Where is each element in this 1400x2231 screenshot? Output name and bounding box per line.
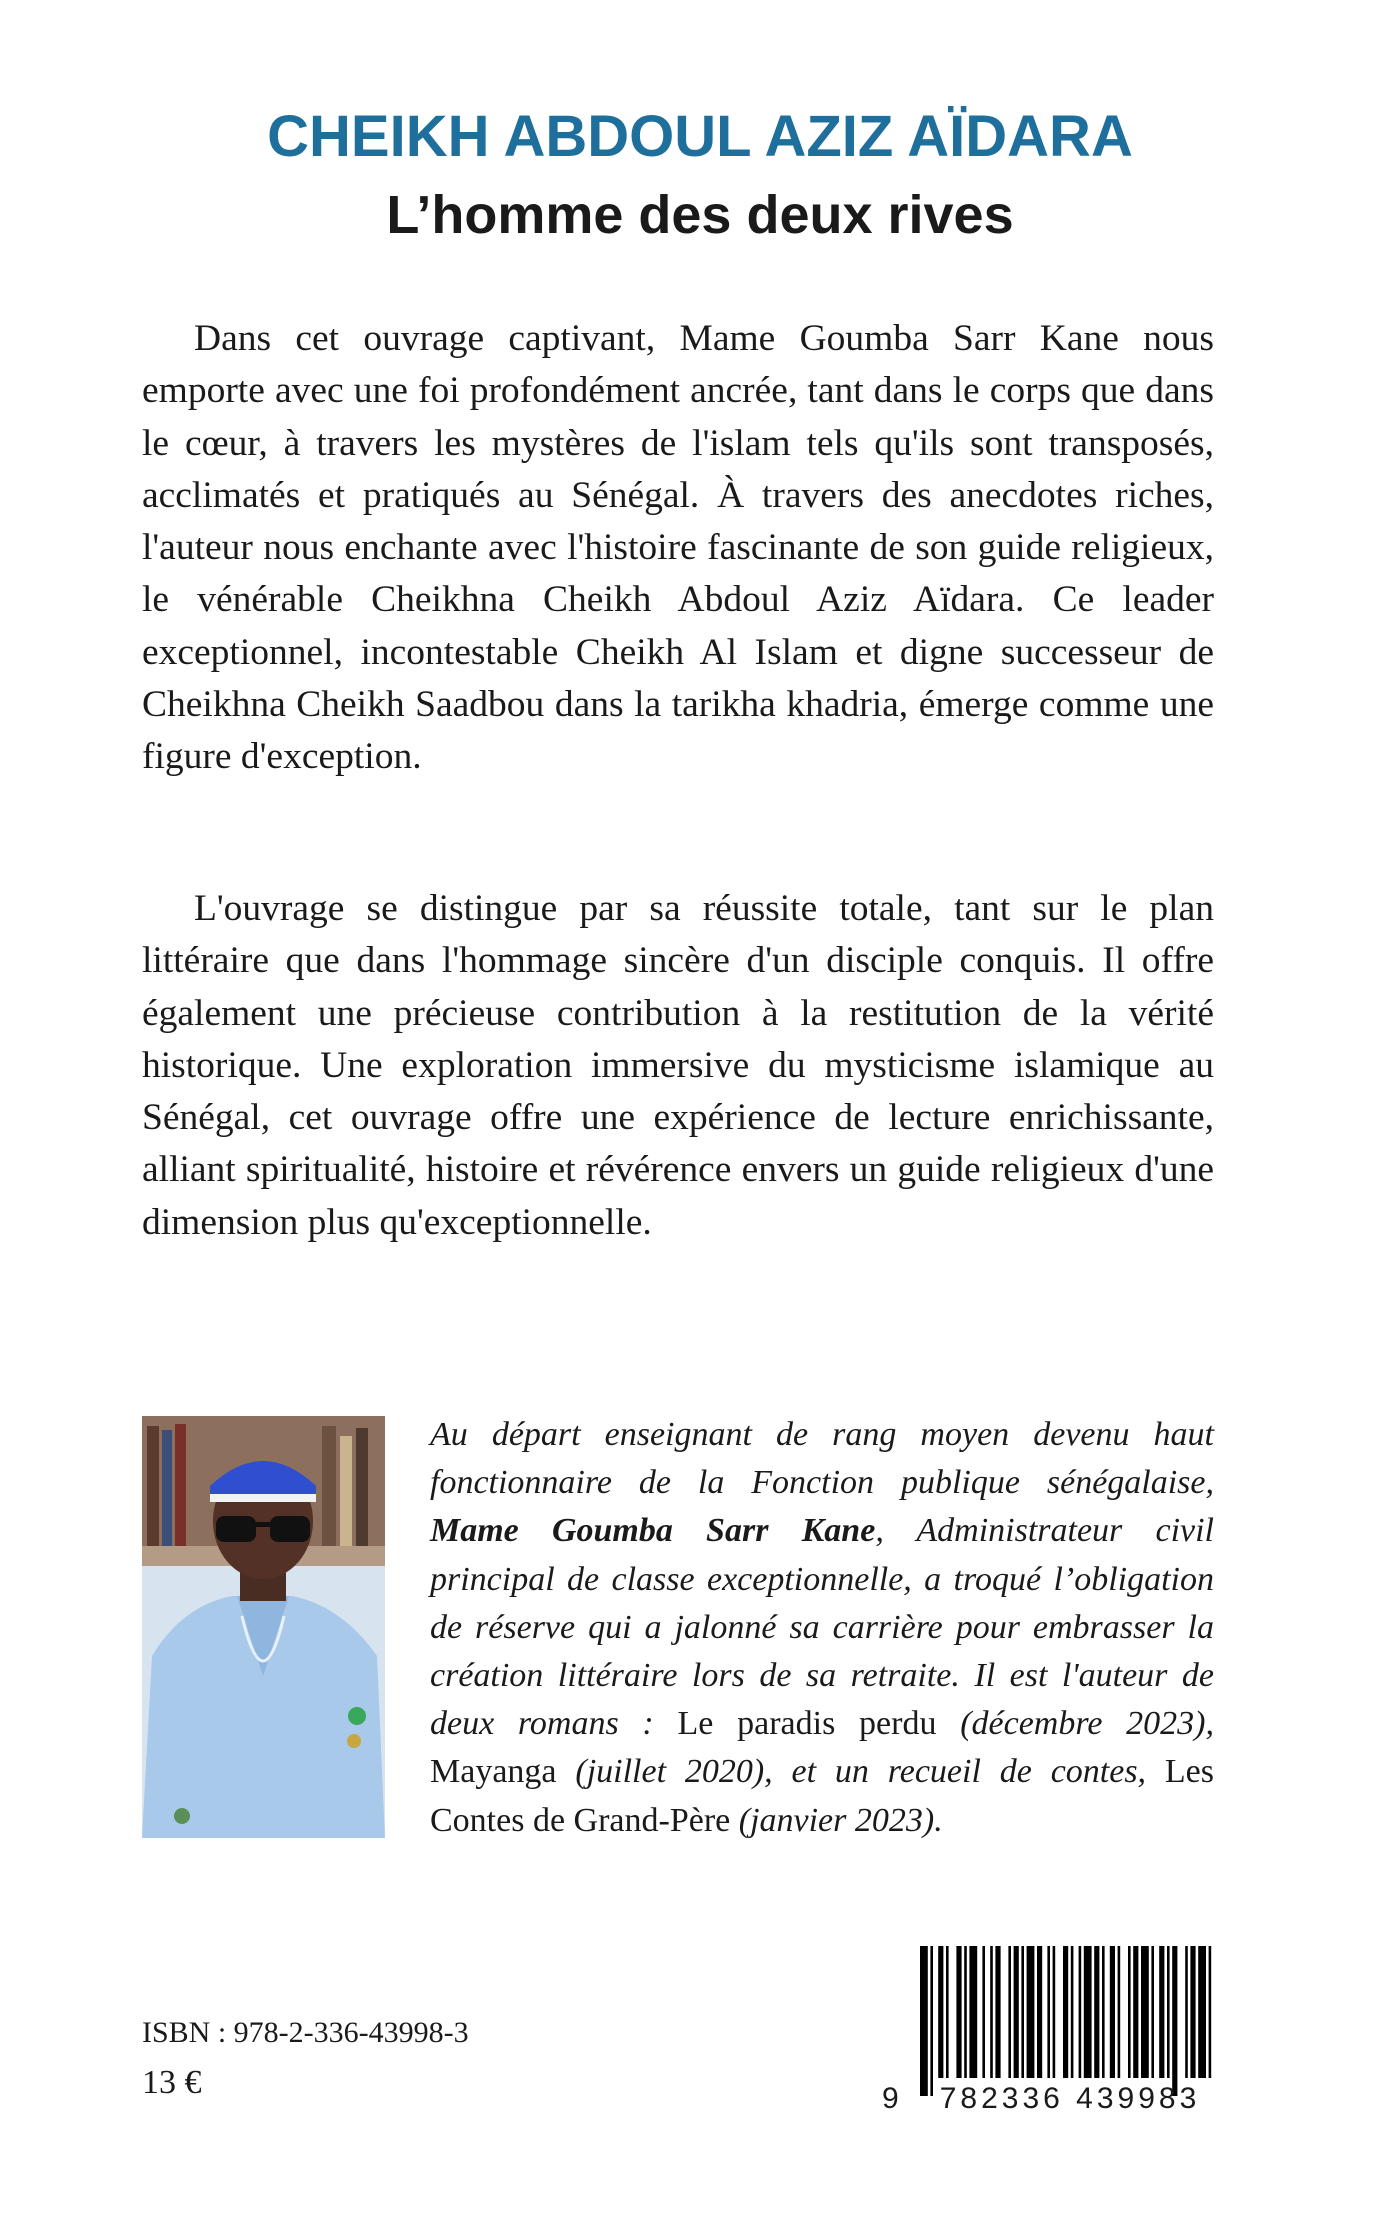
book1-date: (décembre 2023), bbox=[936, 1705, 1214, 1743]
bio-middle: , Administrateur civil principal de classe exceptionnelle, a troqué l’obligation de réserve qui a jalonné sa carrière pour embrasser la création littéraire lors de sa retraite. Il est l'auteur de deux romans : bbox=[430, 1512, 1214, 1743]
author-bio bbox=[430, 1411, 1214, 1845]
isbn: ISBN : 978-2-336-43998-3 bbox=[142, 2016, 469, 2049]
book2-date: (juillet 2020), et un recueil de contes, bbox=[556, 1753, 1165, 1791]
book3-date: (janvier 2023). bbox=[730, 1801, 943, 1839]
blurb-paragraph-2: L'ouvrage se distingue par sa réussite totale, tant sur le plan littéraire que dans l'hommage sincère d'un disciple conquis. Il offre également une précieuse contribution à la restitution de la vérité historique. Une exploration immersive du mysticisme islamique au Sénégal, cet ouvrage offre une expérience de lecture enrichissante, alliant spiritualité, histoire et révérence envers un guide religieux d'une dimension plus qu'exceptionnelle. bbox=[142, 888, 1214, 1243]
bio-intro: Au départ enseignant de rang moyen devenu haut fonctionnaire de la Fonction publique sénégalaise, bbox=[430, 1416, 1214, 1502]
book-title: CHEIKH ABDOUL AZIZ AÏDARA bbox=[267, 104, 1133, 169]
book3-title: Les Contes de Grand-Père bbox=[430, 1753, 1214, 1839]
author-name: Mame Goumba Sarr Kane bbox=[430, 1512, 876, 1550]
barcode-digits: 782336 439983 bbox=[939, 2082, 1201, 2115]
author-photo bbox=[142, 1416, 385, 1838]
price: 13 € bbox=[142, 2064, 202, 2101]
book1-title: Le paradis perdu bbox=[677, 1705, 937, 1743]
blurb-paragraph-1: Dans cet ouvrage captivant, Mame Goumba Sarr Kane nous emporte avec une foi profondément ancrée, tant dans le corps que dans le cœur, à travers les mystères de l'islam tels qu'ils sont transposés, acclimatés et pratiqués au Sénégal. À travers des anecdotes riches, l'auteur nous enchante avec l'histoire fascinante de son guide religieux, le vénérable Cheikhna Cheikh Abdoul Aziz Aïdara. Ce leader exceptionnel, incontestable Cheikh Al Islam et digne successeur de Cheikhna Cheikh Saadbou dans la tarikha khadria, émerge comme une figure d'exception. bbox=[142, 318, 1214, 778]
book2-title: Mayanga bbox=[430, 1753, 557, 1791]
book-subtitle: L’homme des deux rives bbox=[386, 185, 1014, 245]
barcode-first-digit: 9 bbox=[882, 2082, 899, 2115]
